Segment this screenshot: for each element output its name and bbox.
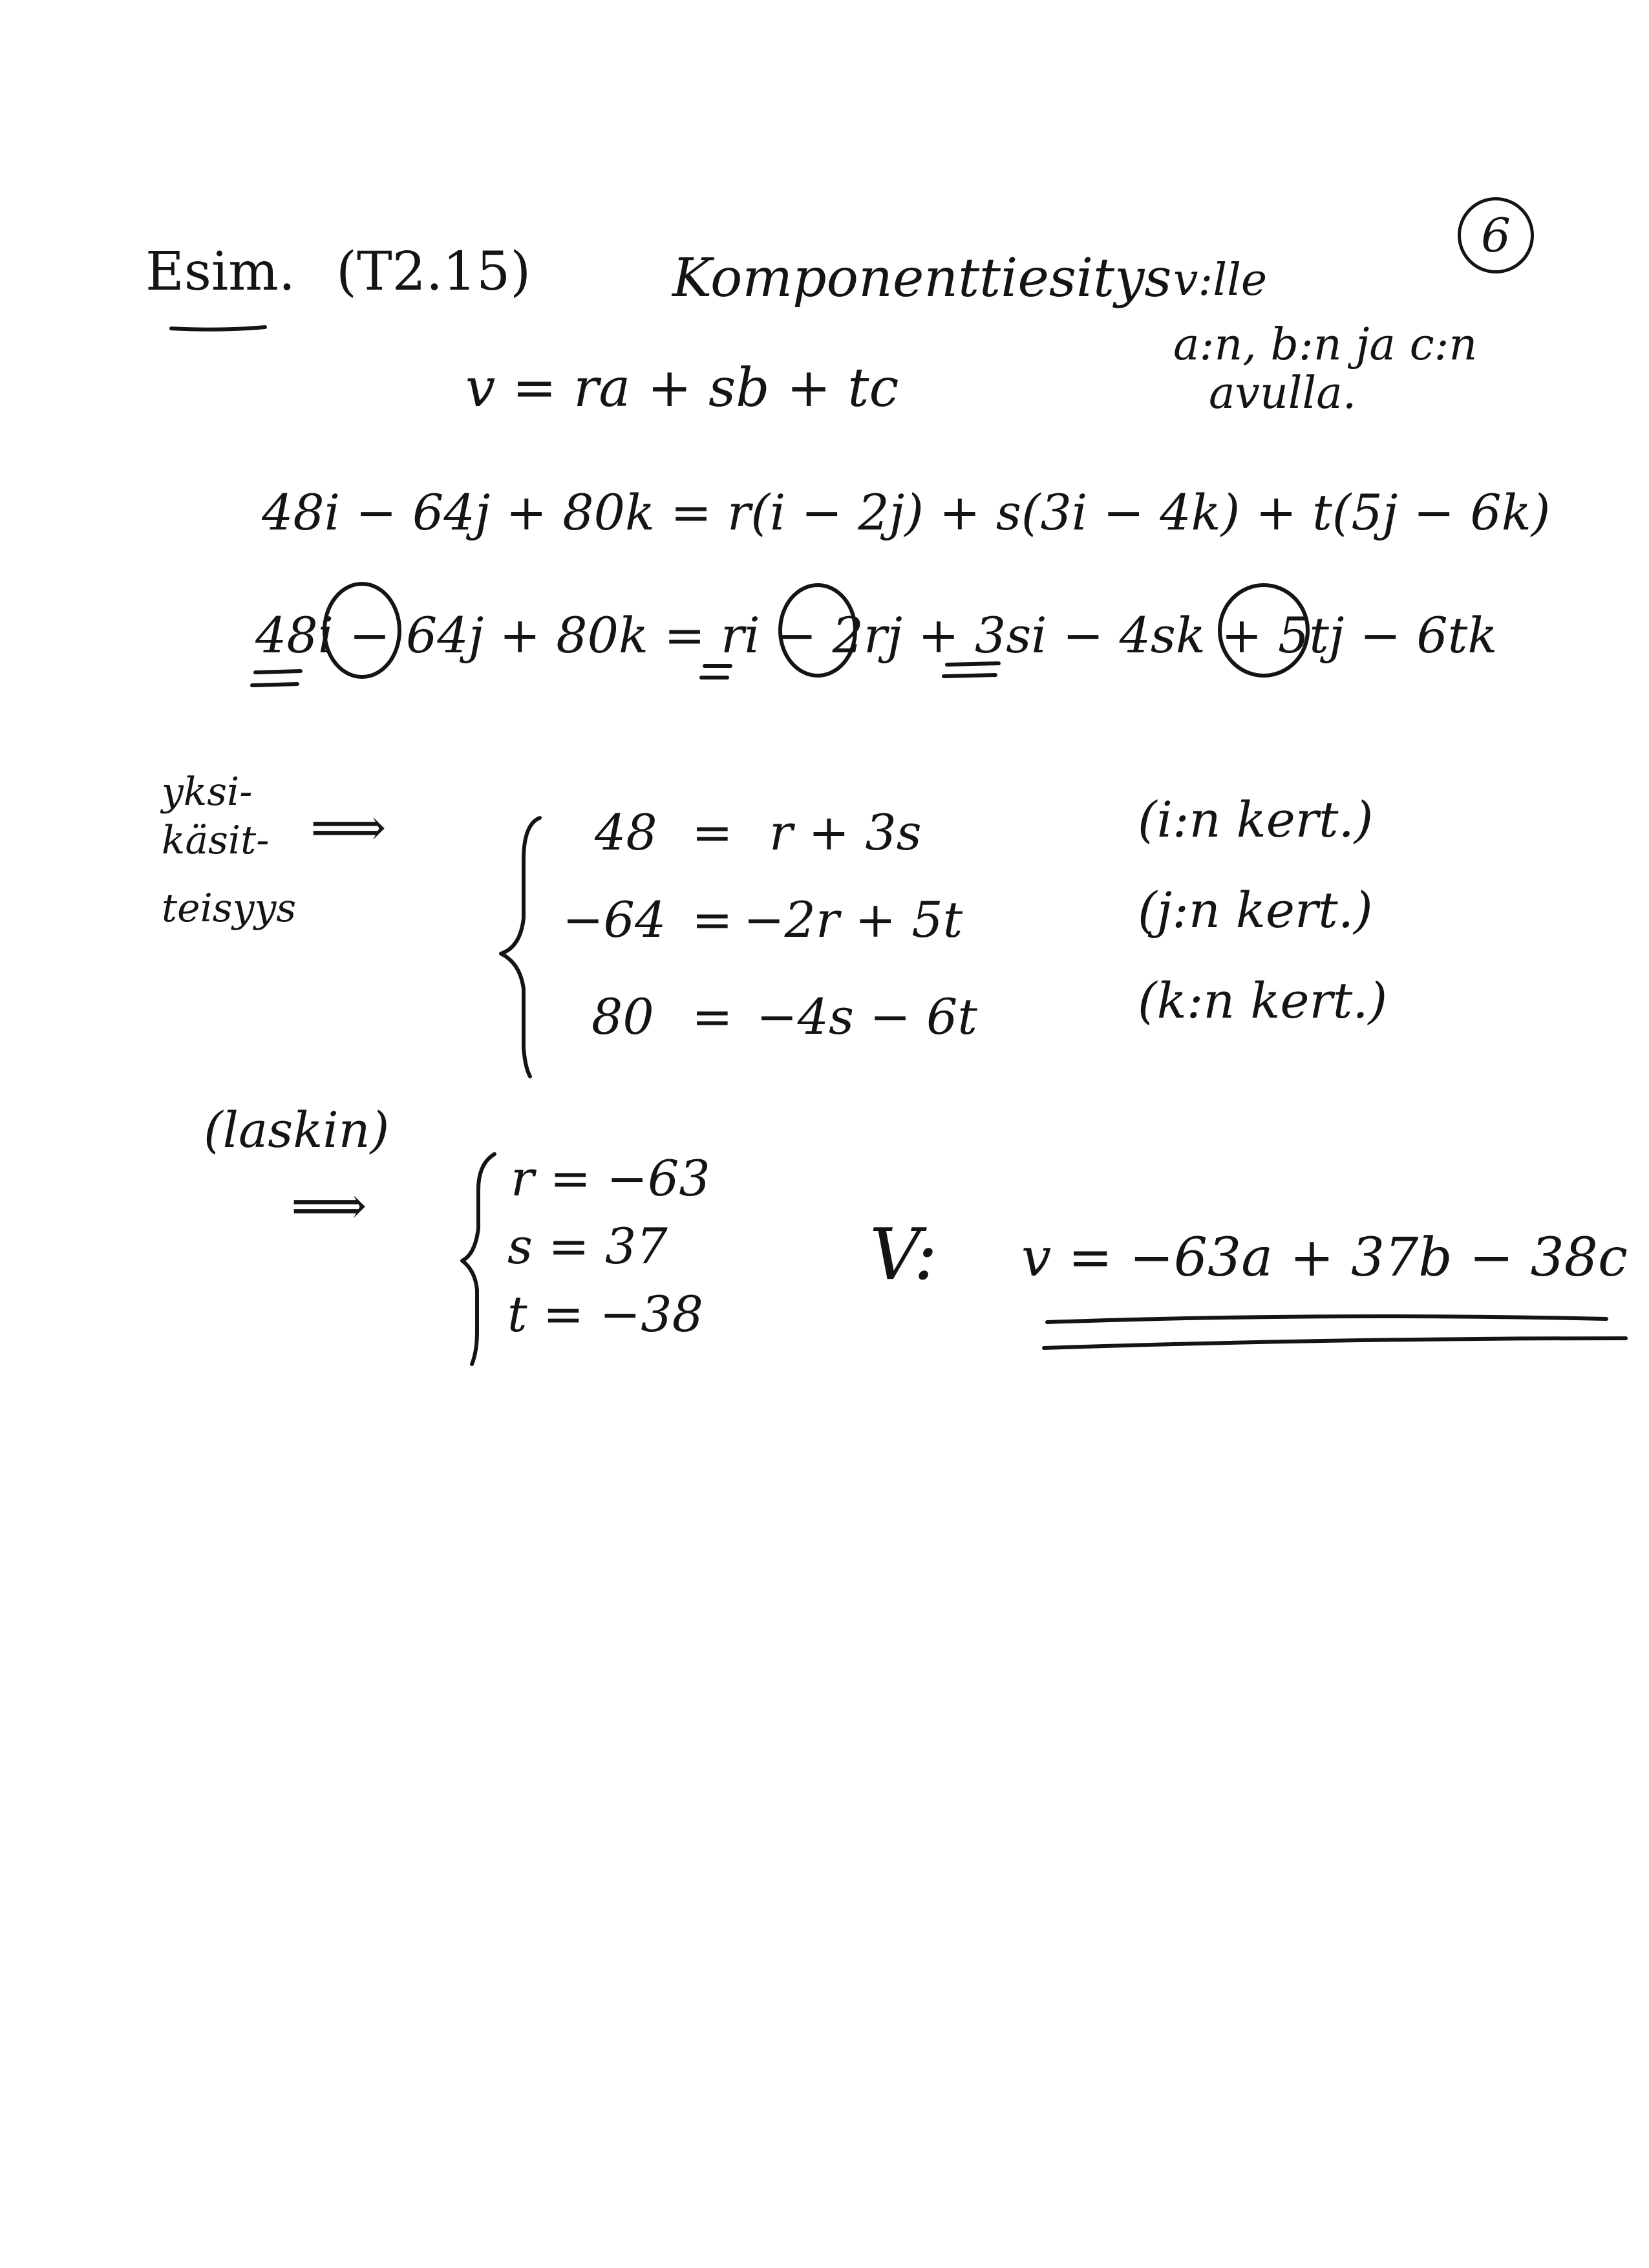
system-note-line-2: käsit- xyxy=(162,818,270,863)
answer-symbol: V: xyxy=(869,1213,938,1296)
final-answer: v = −63a + 37b − 38c xyxy=(1021,1227,1628,1289)
note-line-1: v:lle xyxy=(1173,255,1268,306)
answer-underline-1 xyxy=(1047,1316,1606,1322)
system-row-1-left: 48 xyxy=(595,804,657,861)
system-row-2-right: −2r + 5t xyxy=(743,891,963,948)
page-number-badge: 6 xyxy=(1458,197,1534,273)
system-row-3-note: (k:n kert.) xyxy=(1138,972,1388,1029)
system-row-2-note: (j:n kert.) xyxy=(1138,881,1373,939)
implies-arrow: ⟹ xyxy=(310,797,387,859)
calculator-note: (laskin) xyxy=(204,1101,390,1159)
system-note-line-3: teisyys xyxy=(162,886,297,931)
note-line-3: avulla. xyxy=(1209,368,1357,419)
example-title: Esim. xyxy=(145,241,295,303)
answer-underline-2 xyxy=(1044,1338,1626,1348)
solution-arrow: ⟹ xyxy=(291,1175,367,1237)
underline-3s-b xyxy=(944,675,995,676)
underline-48-a xyxy=(255,671,301,672)
system-note-line-1: yksi- xyxy=(162,769,253,815)
general-form-equation: v = ra + sb + tc xyxy=(465,358,899,419)
system-row-1-eq: = xyxy=(692,804,733,861)
system-row-1-note: (i:n kert.) xyxy=(1138,791,1374,848)
solution-brace xyxy=(462,1154,495,1364)
underline-48-b xyxy=(252,684,297,685)
example-reference: (T2.15) xyxy=(336,241,531,303)
note-line-2: a:n, b:n ja c:n xyxy=(1173,319,1478,370)
expanded-equation: 48i − 64j + 80k = ri − 2rj + 3si − 4sk + 5tj − 6tk xyxy=(255,606,1498,664)
solution-t: t = −38 xyxy=(507,1285,703,1343)
system-row-3-left: 80 xyxy=(591,988,654,1045)
system-row-2-eq: = xyxy=(692,891,733,948)
solution-r: r = −63 xyxy=(511,1150,710,1207)
substituted-equation: 48i − 64j + 80k = r(i − 2j) + s(3i − 4k) + t(5j − 6k) xyxy=(262,484,1551,541)
system-row-1-right: r + 3s xyxy=(769,804,922,861)
topic-title: Komponenttiesitys xyxy=(672,248,1172,309)
title-underline xyxy=(171,327,265,330)
system-row-3-right: −4s − 6t xyxy=(756,988,977,1045)
solution-s: s = 37 xyxy=(507,1217,668,1275)
system-row-2-left: −64 xyxy=(562,891,666,948)
system-row-3-eq: = xyxy=(692,988,733,1045)
system-brace xyxy=(501,818,540,1076)
